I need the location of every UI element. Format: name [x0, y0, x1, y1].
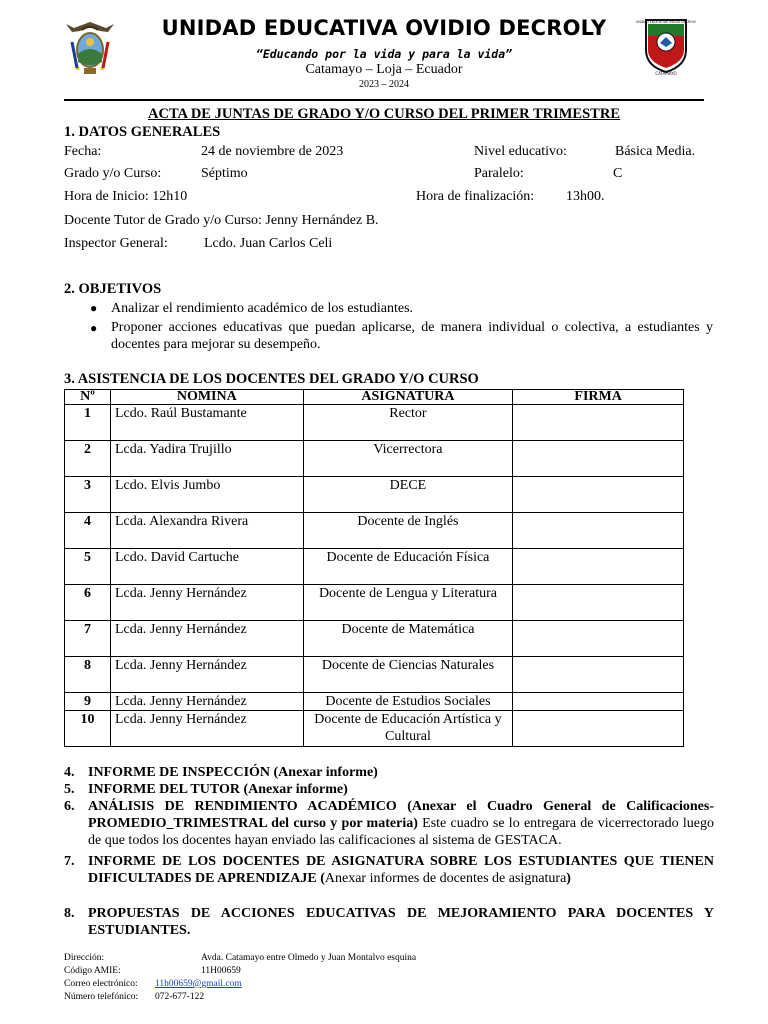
teacher-subject: Docente de Educación Artística y Cultural [303, 711, 513, 747]
row-number: 4 [65, 513, 111, 549]
hora-fin-label: Hora de finalización: [416, 189, 535, 204]
section-title: INFORME DE INSPECCIÓN (Anexar informe) [88, 765, 378, 780]
teacher-subject: Docente de Estudios Sociales [303, 693, 513, 711]
teacher-subject: Rector [303, 405, 513, 441]
objective-item: Analizar el rendimiento académico de los estudiantes. [111, 301, 414, 316]
section-title: INFORME DE LOS DOCENTES DE ASIGNATURA SOBRE LOS ESTUDIANTES QUE TIENEN DIFICULTADES DE APRENDIZAJE ( [88, 854, 714, 886]
section-4 [64, 764, 714, 781]
row-number: 1 [65, 405, 111, 441]
teacher-name: Lcda. Jenny Hernández [110, 657, 303, 693]
attendance-heading: 3. ASISTENCIA DE LOS DOCENTES DEL GRADO Y/O CURSO [64, 371, 479, 387]
inspector-label: Inspector General: [64, 236, 168, 251]
teacher-subject: Docente de Inglés [303, 513, 513, 549]
section-number: 6. [64, 799, 75, 814]
table-header-row [65, 390, 684, 405]
school-name: UNIDAD EDUCATIVA OVIDIO DECROLY [161, 16, 607, 40]
tutor: Docente Tutor de Grado y/o Curso: Jenny Hernández B. [64, 213, 379, 228]
school-location: Catamayo – Loja – Ecuador [305, 62, 463, 77]
teacher-name: Lcda. Jenny Hernández [110, 693, 303, 711]
seal-city: CATAMAYO [655, 71, 677, 76]
footer-email-link[interactable]: 11h00659@gmail.com [155, 979, 242, 989]
document-title: ACTA DE JUNTAS DE GRADO Y/O CURSO DEL PRIMER TRIMESTRE [148, 106, 620, 122]
teacher-subject: DECE [303, 477, 513, 513]
bullet-icon: ● [90, 321, 98, 335]
paralelo-value: C [613, 166, 623, 181]
teacher-name: Lcda. Jenny Hernández [110, 711, 303, 747]
table-row [65, 693, 684, 711]
section-number: 4. [64, 765, 75, 780]
section-title: ANÁLISIS DE RENDIMIENTO ACADÉMICO (Anexar el Cuadro General de Calificaciones-PROMEDIO_TRIMESTRAL del curso y por materia) [88, 799, 714, 831]
teacher-subject: Docente de Lengua y Literatura [303, 585, 513, 621]
signature-cell [513, 477, 684, 513]
section-7 [64, 853, 714, 887]
teacher-name: Lcdo. David Cartuche [110, 549, 303, 585]
attendance-table [64, 389, 684, 747]
school-motto: “Educando por la vida y para la vida” [255, 47, 513, 61]
header-divider [64, 99, 704, 101]
row-number: 3 [65, 477, 111, 513]
teacher-subject: Vicerrectora [303, 441, 513, 477]
section-close: ) [566, 871, 571, 886]
section-text: Este cuadro se lo entregara de vicerrectorado luego de que todos los docentes hayan enviado las calificaciones al sistema de GESTACA. [88, 816, 715, 848]
section-6 [64, 798, 714, 849]
seal-text: UNIDAD EDUCATIVA OVIDIO DECROLY [636, 20, 696, 24]
footer-email-label: Correo electrónico: [64, 979, 138, 989]
row-number: 2 [65, 441, 111, 477]
row-number: 5 [65, 549, 111, 585]
row-number: 9 [65, 693, 111, 711]
section-number: 7. [64, 854, 75, 869]
general-heading: 1. DATOS GENERALES [64, 124, 221, 140]
table-row [65, 711, 684, 747]
nivel-value: Básica Media. [615, 144, 696, 159]
hora-inicio: Hora de Inicio: 12h10 [64, 189, 188, 204]
section-title: PROPUESTAS DE ACCIONES EDUCATIVAS DE MEJORAMIENTO PARA DOCENTES Y ESTUDIANTES. [88, 906, 714, 938]
row-number: 7 [65, 621, 111, 657]
footer-direccion-value: Avda. Catamayo entre Olmedo y Juan Montalvo esquina [201, 953, 417, 963]
section-5 [64, 781, 714, 798]
signature-cell [513, 549, 684, 585]
bullet-icon: ● [90, 301, 98, 315]
school-years: 2023 – 2024 [359, 79, 409, 90]
teacher-subject: Docente de Matemática [303, 621, 513, 657]
objectives-heading: 2. OBJETIVOS [64, 281, 162, 297]
column-header: FIRMA [513, 390, 684, 405]
column-header: Nº [65, 390, 111, 405]
fecha-label: Fecha: [64, 144, 102, 159]
teacher-name: Lcda. Yadira Trujillo [110, 441, 303, 477]
footer-direccion-label: Dirección: [64, 953, 105, 963]
footer-amie-value: 11H00659 [201, 966, 241, 976]
footer-amie-label: Código AMIE: [64, 966, 121, 976]
signature-cell [513, 441, 684, 477]
table-row [65, 585, 684, 621]
hora-fin-value: 13h00. [566, 189, 605, 204]
teacher-name: Lcda. Jenny Hernández [110, 621, 303, 657]
signature-cell [513, 693, 684, 711]
objective-item: Proponer acciones educativas que puedan aplicarse, de manera individual o colectiva, a estudiantes y docentes para mejorar su desempeño. [111, 320, 713, 352]
column-header: NOMINA [110, 390, 303, 405]
paralelo-label: Paralelo: [474, 166, 524, 181]
signature-cell [513, 513, 684, 549]
table-row [65, 621, 684, 657]
nivel-label: Nivel educativo: [474, 144, 567, 159]
section-number: 8. [64, 906, 75, 921]
table-row [65, 477, 684, 513]
teacher-subject: Docente de Educación Física [303, 549, 513, 585]
signature-cell [513, 405, 684, 441]
section-number: 5. [64, 782, 75, 797]
table-row [65, 549, 684, 585]
signature-cell [513, 621, 684, 657]
grado-value: Séptimo [201, 166, 248, 181]
teacher-name: Lcdo. Raúl Bustamante [110, 405, 303, 441]
table-row [65, 441, 684, 477]
teacher-name: Lcda. Alexandra Rivera [110, 513, 303, 549]
table-row [65, 657, 684, 693]
row-number: 8 [65, 657, 111, 693]
footer-phone-label: Número telefónico: [64, 992, 139, 1002]
section-text: Anexar informes de docentes de asignatura [324, 871, 567, 886]
footer-phone-value: 072-677-122 [155, 992, 205, 1002]
signature-cell [513, 657, 684, 693]
column-header: ASIGNATURA [303, 390, 513, 405]
table-row [65, 513, 684, 549]
section-title: INFORME DEL TUTOR (Anexar informe) [88, 782, 348, 797]
signature-cell [513, 711, 684, 747]
table-row [65, 405, 684, 441]
grado-label: Grado y/o Curso: [64, 166, 162, 181]
row-number: 6 [65, 585, 111, 621]
teacher-subject: Docente de Ciencias Naturales [303, 657, 513, 693]
signature-cell [513, 585, 684, 621]
inspector-value: Lcdo. Juan Carlos Celi [204, 236, 333, 251]
row-number: 10 [65, 711, 111, 747]
teacher-name: Lcda. Jenny Hernández [110, 585, 303, 621]
teacher-name: Lcdo. Elvis Jumbo [110, 477, 303, 513]
fecha-value: 24 de noviembre de 2023 [201, 144, 344, 159]
section-8 [64, 905, 714, 939]
